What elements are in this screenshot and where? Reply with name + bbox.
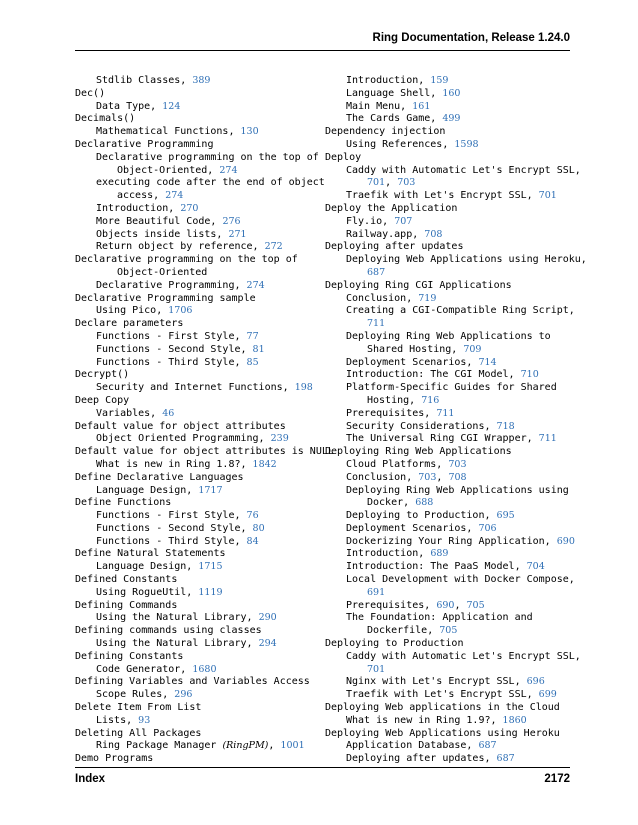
index-entry (325, 587, 565, 600)
page-link[interactable]: 290 (258, 612, 277, 624)
index-entry (75, 472, 315, 485)
page-link[interactable]: 708 (448, 471, 467, 483)
index-term: The Universal Ring CGI Wrapper, (346, 433, 533, 445)
page-link[interactable]: 1598 (454, 138, 479, 150)
index-entry (325, 293, 565, 306)
page-link[interactable]: 276 (222, 215, 241, 227)
index-term: Functions - First Style, (96, 330, 241, 342)
index-term: Functions - Second Style, (96, 522, 247, 534)
index-term: Using Pico, (96, 305, 163, 317)
index-term: Traefik with Let's Encrypt SSL, (346, 190, 533, 202)
index-entry (325, 484, 569, 498)
index-term: Deploying Ring Web Applications to (346, 330, 551, 342)
index-entry: 701, 703 (367, 177, 416, 189)
index-entry (325, 612, 565, 625)
index-term: Dependency injection (325, 126, 446, 138)
index-term: More Beautiful Code, (96, 215, 217, 227)
index-term: Dockerfile, (367, 625, 434, 637)
index-entry (75, 433, 315, 446)
index-term: Using RogueUtil, (96, 586, 193, 598)
page-link[interactable]: 159 (430, 75, 449, 86)
index-term: Deploying after updates (325, 241, 464, 253)
index-entry (325, 497, 565, 510)
index-entry (75, 587, 315, 600)
index-entry (75, 75, 315, 88)
index-term: Object-Oriented (117, 266, 208, 278)
page-link[interactable]: 707 (394, 215, 413, 227)
index-entry (75, 459, 315, 472)
index-entry (75, 229, 315, 242)
index-entry (325, 446, 565, 459)
page-link[interactable]: 93 (138, 714, 151, 726)
index-entry (75, 638, 315, 651)
index-term: Introduction, (346, 548, 425, 560)
index-term-italic: (RingPM) (222, 740, 269, 752)
index-term: Deploying Web Applications using Heroku (325, 727, 560, 739)
index-entry (325, 715, 565, 728)
index-entry (75, 357, 315, 370)
index-entry (325, 459, 565, 472)
index-term: Demo Programs (75, 753, 154, 765)
page-link[interactable]: 701 (538, 190, 557, 202)
page-link[interactable]: 294 (258, 638, 277, 650)
page-link[interactable]: 710 (520, 369, 539, 381)
index-entry (325, 650, 581, 664)
index-term: Deploying Web applications in the Cloud (325, 702, 560, 714)
index-term: Defining Commands (75, 599, 178, 611)
index-entry (75, 151, 319, 165)
page-link[interactable]: 703 (448, 458, 467, 470)
index-entry (75, 421, 315, 434)
index-entry (75, 676, 315, 689)
index-entry (75, 728, 315, 741)
index-term: Default value for object attributes (75, 420, 286, 432)
page-link[interactable]: 84 (246, 535, 259, 547)
page-link[interactable]: 160 (442, 87, 461, 99)
page-link[interactable]: 718 (496, 420, 515, 432)
index-entry (325, 229, 565, 242)
index-entry (75, 651, 315, 664)
index-term: Introduction, (346, 75, 425, 86)
index-term: Declarative Programming sample (75, 292, 256, 304)
index-term: executing code after the end of object (96, 177, 325, 189)
page-link[interactable]: 708 (424, 228, 443, 240)
page-link[interactable]: 161 (412, 100, 431, 112)
index-term: Hosting, (367, 394, 416, 406)
index-term: Railway.app, (346, 228, 419, 240)
index-entry (325, 369, 565, 382)
index-entry (325, 689, 565, 702)
index-term: What is new in Ring 1.8?, (96, 458, 247, 470)
index-entry: Conclusion, 703, 708 (346, 471, 467, 483)
page-link[interactable]: 80 (252, 522, 265, 534)
index-entry (325, 510, 565, 523)
index-column-left (75, 75, 334, 766)
index-entry (75, 216, 315, 229)
footer-rule (75, 767, 570, 768)
page-link[interactable]: 705 (466, 599, 485, 611)
index-term: Conclusion, (346, 471, 413, 483)
index-entry (75, 497, 315, 510)
index-entry (325, 88, 565, 101)
index-entry (75, 600, 315, 613)
index-entry (325, 190, 565, 203)
index-entry (75, 561, 315, 574)
index-entry (75, 203, 315, 216)
index-entry (75, 574, 315, 587)
index-entry (75, 689, 315, 702)
index-term: Language Design, (96, 561, 193, 573)
index-term: Defining Constants (75, 650, 184, 662)
page-link[interactable]: 716 (421, 394, 440, 406)
index-term: Declarative programming on the top of (75, 254, 298, 266)
index-term: Decimals() (75, 113, 136, 125)
index-term: Functions - Third Style, (96, 535, 241, 547)
index-term: Defined Constants (75, 574, 178, 586)
index-term: Deploying Ring CGI Applications (325, 279, 512, 291)
index-term: Introduction: The CGI Model, (346, 369, 515, 381)
index-term: The Cards Game, (346, 113, 437, 125)
page-link[interactable]: 704 (526, 561, 545, 573)
page-link[interactable]: 687 (496, 753, 515, 765)
index-term: Functions - Second Style, (96, 343, 247, 355)
index-entry (325, 241, 565, 254)
index-entry (325, 357, 565, 370)
page-link[interactable]: 705 (439, 625, 458, 637)
index-entry (325, 382, 565, 395)
index-entry (75, 165, 315, 178)
index-term: Nginx with Let's Encrypt SSL, (346, 676, 521, 688)
index-entry (75, 625, 315, 638)
page-link[interactable]: 272 (264, 241, 283, 253)
page-link[interactable]: 1717 (198, 484, 223, 496)
index-term: Return object by reference, (96, 241, 259, 253)
index-entry (325, 305, 575, 318)
index-term: Application Database, (346, 740, 473, 752)
page-link[interactable]: 703 (418, 471, 437, 483)
index-entry (325, 254, 587, 267)
index-term: Define Declarative Languages (75, 471, 244, 483)
index-term: Using References, (346, 138, 449, 150)
index-term: Language Shell, (346, 87, 437, 99)
index-entry (325, 523, 565, 536)
index-entry (325, 395, 565, 408)
index-entry (325, 728, 565, 741)
page-link[interactable]: 124 (162, 100, 181, 112)
index-entry (325, 625, 565, 638)
index-entry (75, 177, 325, 190)
index-entry (325, 740, 565, 753)
index-entry (325, 421, 565, 434)
index-term: Declarative Programming, (96, 279, 241, 291)
index-entry (325, 139, 565, 152)
index-entry (325, 75, 565, 88)
page-link[interactable]: 699 (538, 689, 557, 701)
page-link[interactable]: 687 (367, 266, 386, 278)
index-term: Prerequisites, (346, 407, 431, 419)
index-entry (325, 676, 565, 689)
index-entry (75, 536, 315, 549)
page-link[interactable]: 76 (246, 510, 259, 522)
index-term: Decrypt() (75, 369, 130, 381)
index-term: Security Considerations, (346, 420, 491, 432)
page-link[interactable]: 274 (165, 190, 184, 202)
index-entry (75, 280, 315, 293)
index-entry (75, 190, 315, 203)
index-entry (75, 548, 315, 561)
index-term: Language Design, (96, 484, 193, 496)
page-link[interactable]: 1680 (192, 663, 217, 675)
index-entry (75, 305, 315, 318)
page-link[interactable]: 46 (162, 407, 175, 419)
index-entry (325, 664, 565, 677)
index-entry (325, 344, 565, 357)
running-header-title: Ring Documentation, Release 1.24.0 (372, 32, 570, 44)
index-term: Conclusion, (346, 292, 413, 304)
index-entry (75, 318, 315, 331)
index-term: Docker, (367, 497, 410, 509)
index-entry (325, 433, 565, 446)
index-term: Code Generator, (96, 663, 187, 675)
page-link[interactable]: 239 (270, 433, 289, 445)
page-link[interactable]: 1715 (198, 561, 223, 573)
header-rule (75, 50, 570, 51)
index-entry (325, 548, 565, 561)
index-term: Caddy with Automatic Let's Encrypt SSL, (346, 164, 581, 176)
index-term: Creating a CGI-Compatible Ring Script, (346, 305, 575, 317)
page-link[interactable]: 689 (430, 548, 449, 560)
index-term: Deployment Scenarios, (346, 522, 473, 534)
index-term: Define Natural Statements (75, 548, 226, 560)
index-term: Fly.io, (346, 215, 389, 227)
page-link[interactable]: 85 (246, 356, 259, 368)
index-term: Declare parameters (75, 318, 184, 330)
index-entry (325, 535, 575, 549)
index-term: Deployment Scenarios, (346, 356, 473, 368)
index-term: Security and Internet Functions, (96, 382, 289, 394)
page-link[interactable]: 274 (219, 164, 238, 176)
index-entry (75, 715, 315, 728)
index-term: Platform-Specific Guides for Shared (346, 382, 557, 394)
index-term: Object Oriented Programming, (96, 433, 265, 445)
page-link[interactable]: 271 (228, 228, 247, 240)
index-entry (75, 241, 315, 254)
index-term: Deleting All Packages (75, 727, 202, 739)
page-link[interactable]: 81 (252, 343, 265, 355)
page-link[interactable]: 1860 (502, 714, 527, 726)
page-link[interactable]: 1001 (280, 740, 305, 752)
index-entry (325, 638, 565, 651)
index-entry (75, 344, 315, 357)
index-term: Main Menu, (346, 100, 407, 112)
index-entry (75, 369, 315, 382)
index-entry: Ring Package Manager (RingPM), 1001 (96, 740, 305, 752)
index-entry (325, 152, 565, 165)
index-entry: Prerequisites, 690, 705 (346, 599, 485, 611)
index-entry (325, 203, 565, 216)
index-entry (75, 113, 315, 126)
index-entry (75, 331, 315, 344)
index-term: Lists, (96, 714, 133, 726)
index-term: Using the Natural Library, (96, 638, 253, 650)
index-term: Introduction, (96, 202, 175, 214)
index-term: Deploying Ring Web Applications (325, 446, 512, 458)
index-term: Dec() (75, 87, 106, 99)
page-link[interactable]: 198 (294, 382, 313, 394)
page-link[interactable]: 701 (367, 663, 386, 675)
index-term: Dockerizing Your Ring Application, (346, 535, 551, 547)
page-link[interactable]: 688 (415, 497, 434, 509)
index-term: Defining Variables and Variables Access (75, 676, 310, 688)
index-entry (325, 216, 565, 229)
index-entry (75, 485, 315, 498)
page-link[interactable]: 274 (246, 279, 265, 291)
index-term: Functions - First Style, (96, 510, 241, 522)
index-entry (75, 510, 315, 523)
page-link[interactable]: 296 (174, 689, 193, 701)
index-entry (75, 382, 315, 395)
index-term: Caddy with Automatic Let's Encrypt SSL, (346, 650, 581, 662)
index-entry (325, 702, 565, 715)
index-entry (75, 139, 315, 152)
index-term: Local Development with Docker Compose, (346, 574, 575, 586)
footer-section-label: Index (75, 773, 106, 785)
index-entry (75, 126, 315, 139)
index-term: Deploying to Production, (346, 510, 491, 522)
page-link[interactable]: 719 (418, 292, 437, 304)
index-term: Cloud Platforms, (346, 458, 443, 470)
index-term: Deploy the Application (325, 202, 458, 214)
page-link[interactable]: 709 (463, 343, 482, 355)
index-term: Defining commands using classes (75, 625, 262, 637)
index-term: Stdlib Classes, (96, 75, 187, 86)
page-link[interactable]: 711 (367, 318, 386, 330)
page-link[interactable]: 687 (478, 740, 497, 752)
page-link[interactable]: 711 (538, 433, 557, 445)
index-entry (75, 612, 315, 625)
index-entry (325, 101, 565, 114)
page-link[interactable]: 1842 (252, 458, 277, 470)
page-link[interactable]: 1706 (168, 305, 193, 317)
index-entry (325, 164, 581, 178)
index-entry (75, 408, 315, 421)
page-link[interactable]: 701 (367, 177, 386, 189)
index-entry (325, 331, 565, 344)
index-entry (75, 664, 315, 677)
index-entry (75, 395, 315, 408)
index-entry (75, 753, 315, 766)
index-entry (325, 753, 565, 766)
index-entry (75, 523, 315, 536)
index-entry (325, 318, 565, 331)
index-term: Scope Rules, (96, 689, 169, 701)
index-term: Variables, (96, 407, 157, 419)
footer-page-number: 2172 (544, 773, 570, 785)
index-term: Traefik with Let's Encrypt SSL, (346, 689, 533, 701)
index-term: Functions - Third Style, (96, 356, 241, 368)
page-link[interactable]: 714 (478, 356, 497, 368)
index-term: Introduction: The PaaS Model, (346, 561, 521, 573)
index-term: Delete Item From List (75, 702, 202, 714)
index-term: Prerequisites, (346, 599, 431, 611)
index-term: Using the Natural Library, (96, 612, 253, 624)
index-entry (325, 574, 575, 587)
index-column-right (325, 75, 587, 766)
index-entry (325, 408, 565, 421)
index-term: Shared Hosting, (367, 343, 458, 355)
index-term: Define Functions (75, 497, 172, 509)
index-term: Deploy (325, 151, 362, 163)
page-link[interactable]: 389 (192, 75, 211, 86)
index-entry (75, 293, 315, 306)
index-entry (75, 702, 315, 715)
page-link[interactable]: 690 (436, 599, 455, 611)
page-link[interactable]: 690 (556, 535, 575, 547)
index-term: Deploying to Production (325, 638, 464, 650)
index-term: Deploying after updates, (346, 753, 491, 765)
page-link[interactable]: 711 (436, 407, 455, 419)
index-term: Deploying Ring Web Applications using (346, 484, 569, 496)
index-entry (75, 446, 334, 459)
index-term: Ring Package Manager (96, 740, 217, 752)
index-term: Objects inside lists, (96, 228, 223, 240)
index-term: Declarative programming on the top of (96, 151, 319, 163)
page-link[interactable]: 499 (442, 113, 461, 125)
index-term: Declarative Programming (75, 138, 214, 150)
index-entry (325, 280, 565, 293)
page-link[interactable]: 703 (397, 177, 416, 189)
index-entry (75, 267, 315, 280)
index-entry (75, 88, 315, 101)
page-link[interactable]: 696 (526, 676, 545, 688)
page-link[interactable]: 77 (246, 330, 259, 342)
index-term: Deploying Web Applications using Heroku, (346, 254, 587, 266)
index-term: access, (117, 190, 160, 202)
index-term: Deep Copy (75, 394, 130, 406)
page-link[interactable]: 695 (496, 510, 515, 522)
page-link[interactable]: 270 (180, 202, 199, 214)
page-link[interactable]: 1119 (198, 586, 223, 598)
index-term: Object-Oriented, (117, 164, 214, 176)
index-entry (325, 113, 565, 126)
index-entry (325, 561, 565, 574)
index-entry (75, 101, 315, 114)
index-term: Mathematical Functions, (96, 126, 235, 138)
index-term: What is new in Ring 1.9?, (346, 714, 497, 726)
index-entry (75, 254, 315, 267)
index-term: The Foundation: Application and (346, 612, 533, 624)
page-link[interactable]: 691 (367, 586, 386, 598)
page-link[interactable]: 130 (240, 126, 259, 138)
index-entry (325, 126, 565, 139)
index-entry (325, 267, 565, 280)
index-term: Default value for object attributes is NULL (75, 446, 334, 458)
page-link[interactable]: 706 (478, 522, 497, 534)
index-term: Data Type, (96, 100, 157, 112)
